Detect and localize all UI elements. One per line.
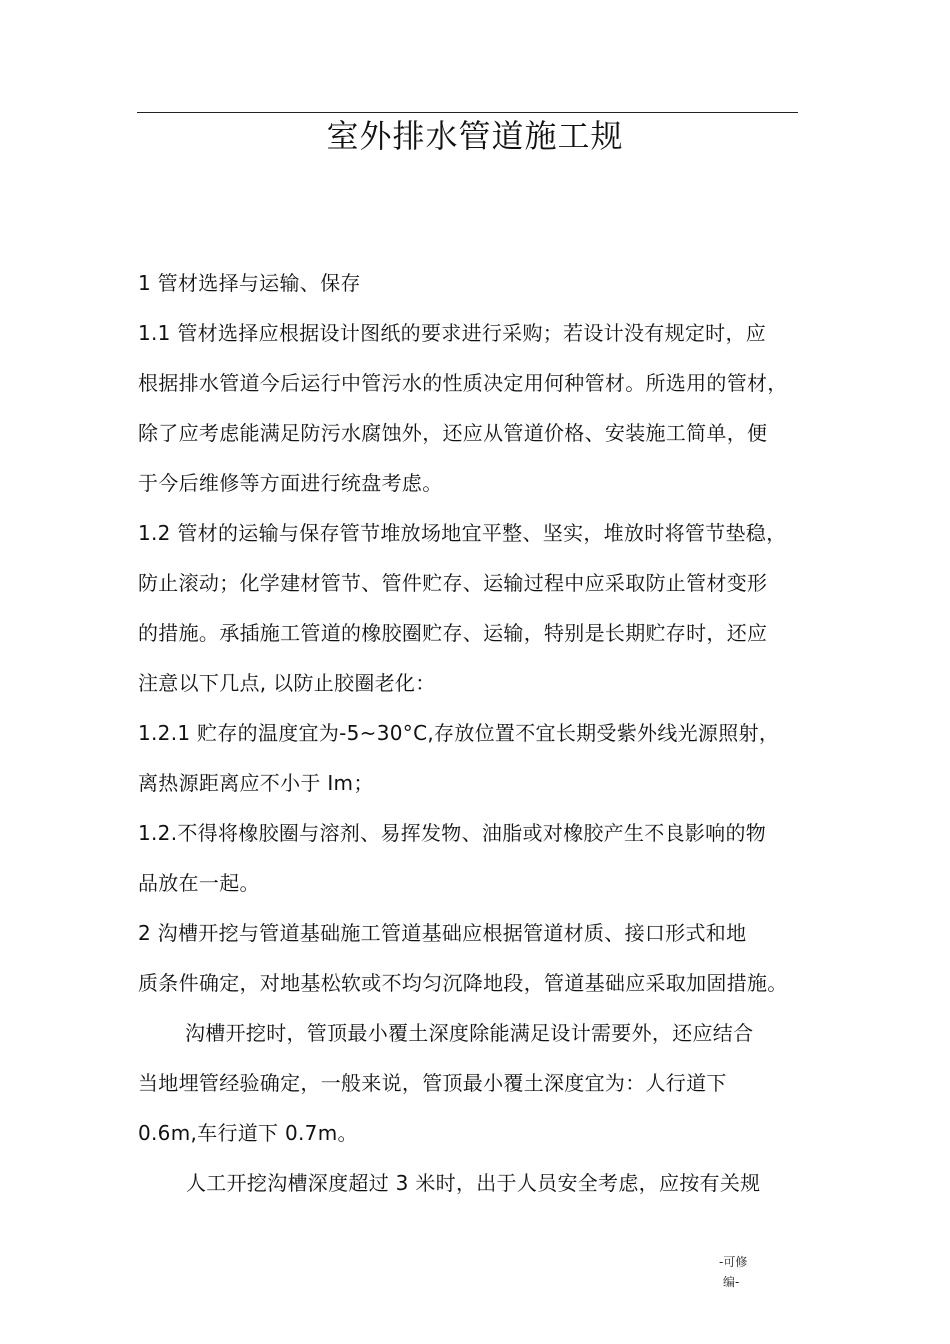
- paragraph-line: 1.1 管材选择应根据设计图纸的要求进行采购；若设计没有规定时，应: [138, 321, 767, 345]
- paragraph-line: 根据排水管道今后运行中管污水的性质决定用何种管材。所选用的管材，: [138, 371, 788, 395]
- footer-note: [719, 1252, 779, 1292]
- footer-note-line-2: 编-: [723, 1275, 740, 1289]
- footer-note-line-1: -可修: [719, 1255, 748, 1269]
- indented-paragraph-line: 沟槽开挖时，管顶最小覆土深度除能满足设计需要外，还应结合: [185, 1021, 754, 1045]
- paragraph-line: 1.2 管材的运输与保存管节堆放场地宜平整、坚实，堆放时将管节垫稳，: [138, 521, 787, 545]
- paragraph-line: 质条件确定，对地基松软或不均匀沉降地段，管道基础应采取加固措施。: [138, 971, 788, 995]
- paragraph-line: 品放在一起。: [138, 871, 260, 895]
- indented-paragraph-line: 人工开挖沟槽深度超过 3 米时，出于人员安全考虑，应按有关规: [186, 1171, 761, 1195]
- paragraph-line: 防止滚动；化学建材管节、管件贮存、运输过程中应采取防止管材变形: [138, 571, 768, 595]
- paragraph-line: 除了应考虑能满足防污水腐蚀外，还应从管道价格、安装施工简单，便: [138, 421, 768, 445]
- paragraph-line: 1.2.不得将橡胶圈与溶剂、易挥发物、油脂或对橡胶产生不良影响的物: [138, 821, 767, 845]
- paragraph-line: 当地埋管经验确定，一般来说，管顶最小覆土深度宜为：人行道下: [138, 1071, 727, 1095]
- paragraph-line: 于今后维修等方面进行统盘考虑。: [138, 471, 443, 495]
- paragraph-line: 1.2.1 贮存的温度宜为-5~30°C,存放位置不宜长期受紫外线光源照射，: [138, 721, 780, 745]
- paragraph-line: 0.6m,车行道下 0.7m。: [138, 1121, 358, 1145]
- document-title: 室外排水管道施工规: [326, 117, 624, 155]
- paragraph-line: 离热源距离应不小于 Im；: [138, 771, 374, 795]
- paragraph-line: 的措施。承插施工管道的橡胶圈贮存、运输，特别是长期贮存时，还应: [138, 621, 768, 645]
- paragraph-line: 注意以下几点, 以防止胶圈老化：: [138, 671, 436, 695]
- header-rule: [137, 112, 798, 113]
- section-heading-2: 2 沟槽开挖与管道基础施工管道基础应根据管道材质、接口形式和地: [138, 921, 747, 945]
- section-heading-1: 1 管材选择与运输、保存: [138, 271, 361, 295]
- document-body: [138, 258, 818, 1208]
